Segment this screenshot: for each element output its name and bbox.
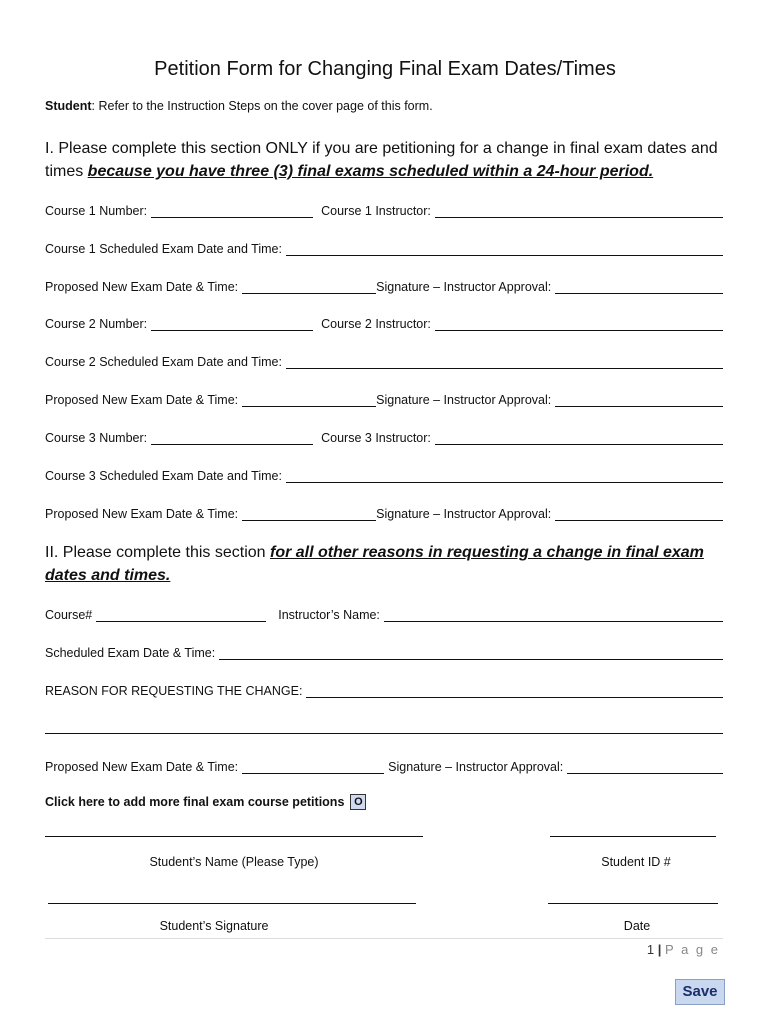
- course-2-number-row: [45, 313, 723, 331]
- add-more-label: Click here to add more final exam course petitions: [45, 795, 345, 809]
- course-1-signature-field[interactable]: [555, 279, 723, 294]
- student-signature-field[interactable]: [48, 903, 416, 904]
- course-3-scheduled-field[interactable]: [286, 468, 723, 483]
- student-signature-caption: Student’s Signature: [159, 919, 269, 933]
- student-instruction: [45, 99, 433, 113]
- section-2-proposed-row: [45, 756, 723, 774]
- student-id-field[interactable]: [550, 836, 716, 837]
- footer-divider: [45, 938, 723, 939]
- page-number: [647, 942, 720, 957]
- proposed-label: Proposed New Exam Date & Time:: [45, 280, 239, 294]
- course-instructor-label: Course 1 Instructor:: [321, 204, 431, 218]
- page-separator: |: [657, 942, 662, 957]
- course-2-number-field[interactable]: [151, 316, 313, 331]
- student-name-caption: Student’s Name (Please Type): [149, 855, 319, 869]
- course-2-proposed-field[interactable]: [242, 392, 376, 407]
- section-2-signature-field[interactable]: [567, 759, 723, 774]
- course-3-proposed-field[interactable]: [242, 506, 376, 521]
- course-2-scheduled-field[interactable]: [286, 354, 723, 369]
- course-instructor-label: Course 2 Instructor:: [321, 317, 431, 331]
- proposed-label: Proposed New Exam Date & Time:: [45, 760, 239, 774]
- page-word: P a g e: [665, 942, 720, 957]
- course-1-scheduled-field[interactable]: [286, 241, 723, 256]
- course-1-number-row: [45, 200, 723, 218]
- add-more-petitions: [45, 794, 366, 810]
- add-more-button[interactable]: O: [350, 794, 366, 810]
- section-2-scheduled-row: [45, 642, 723, 660]
- course-number-label: Course 1 Number:: [45, 204, 148, 218]
- course-3-scheduled-row: [45, 465, 723, 483]
- signature-label: Signature – Instructor Approval:: [376, 393, 552, 407]
- section-2-course-field[interactable]: [96, 607, 266, 622]
- section-2-reason-row: [45, 680, 723, 698]
- course-3-number-field[interactable]: [151, 430, 313, 445]
- page-number-value: 1: [646, 942, 655, 957]
- signature-label: Signature – Instructor Approval:: [388, 760, 564, 774]
- course-2-scheduled-row: [45, 351, 723, 369]
- signature-label: Signature – Instructor Approval:: [376, 507, 552, 521]
- student-name-field[interactable]: [45, 836, 423, 837]
- proposed-label: Proposed New Exam Date & Time:: [45, 507, 239, 521]
- course-2-instructor-field[interactable]: [435, 316, 723, 331]
- course-2-signature-field[interactable]: [555, 392, 723, 407]
- reason-label: REASON FOR REQUESTING THE CHANGE:: [45, 684, 303, 698]
- section-2-scheduled-field[interactable]: [219, 645, 723, 660]
- course-number-label: Course 2 Number:: [45, 317, 148, 331]
- student-label: Student: [45, 99, 92, 113]
- section-2-heading: [45, 541, 705, 587]
- reason-continuation-line[interactable]: [45, 733, 723, 734]
- student-id-caption: Student ID #: [601, 855, 671, 869]
- course-3-signature-field[interactable]: [555, 506, 723, 521]
- section-1-text: I. Please complete this section ONLY if you are petitioning for a change in final exam dates and times: [45, 140, 718, 180]
- scheduled-label: Course 1 Scheduled Exam Date and Time:: [45, 242, 282, 256]
- scheduled-label: Course 2 Scheduled Exam Date and Time:: [45, 355, 282, 369]
- course-3-number-row: [45, 427, 723, 445]
- instruction-text: : Refer to the Instruction Steps on the cover page of this form.: [91, 99, 433, 113]
- scheduled-label: Scheduled Exam Date & Time:: [45, 646, 216, 660]
- save-button[interactable]: Save: [675, 979, 725, 1005]
- form-title: Petition Form for Changing Final Exam Dates/Times: [154, 58, 616, 80]
- course-hash-label: Course#: [45, 608, 93, 622]
- date-caption: Date: [623, 919, 651, 933]
- section-1-emphasis: because you have three (3) final exams scheduled within a 24-hour period.: [87, 163, 654, 180]
- course-1-scheduled-row: [45, 238, 723, 256]
- course-1-instructor-field[interactable]: [435, 203, 723, 218]
- section-2-text: II. Please complete this section: [45, 544, 270, 561]
- course-1-proposed-field[interactable]: [242, 279, 376, 294]
- course-1-number-field[interactable]: [151, 203, 313, 218]
- course-3-proposed-row: [45, 503, 723, 521]
- section-2-course-row: [45, 604, 723, 622]
- scheduled-label: Course 3 Scheduled Exam Date and Time:: [45, 469, 282, 483]
- section-2-instructor-field[interactable]: [384, 607, 723, 622]
- section-1-heading: [45, 137, 735, 183]
- course-1-proposed-row: [45, 276, 723, 294]
- course-3-instructor-field[interactable]: [435, 430, 723, 445]
- signature-label: Signature – Instructor Approval:: [376, 280, 552, 294]
- course-instructor-label: Course 3 Instructor:: [321, 431, 431, 445]
- section-2-emphasis: for all other reasons in requesting a change in final exam dates and times.: [45, 544, 704, 584]
- proposed-label: Proposed New Exam Date & Time:: [45, 393, 239, 407]
- instructor-name-label: Instructor’s Name:: [278, 608, 380, 622]
- reason-field[interactable]: [306, 683, 723, 698]
- section-2-proposed-field[interactable]: [242, 759, 384, 774]
- date-field[interactable]: [548, 903, 718, 904]
- course-number-label: Course 3 Number:: [45, 431, 148, 445]
- course-2-proposed-row: [45, 389, 723, 407]
